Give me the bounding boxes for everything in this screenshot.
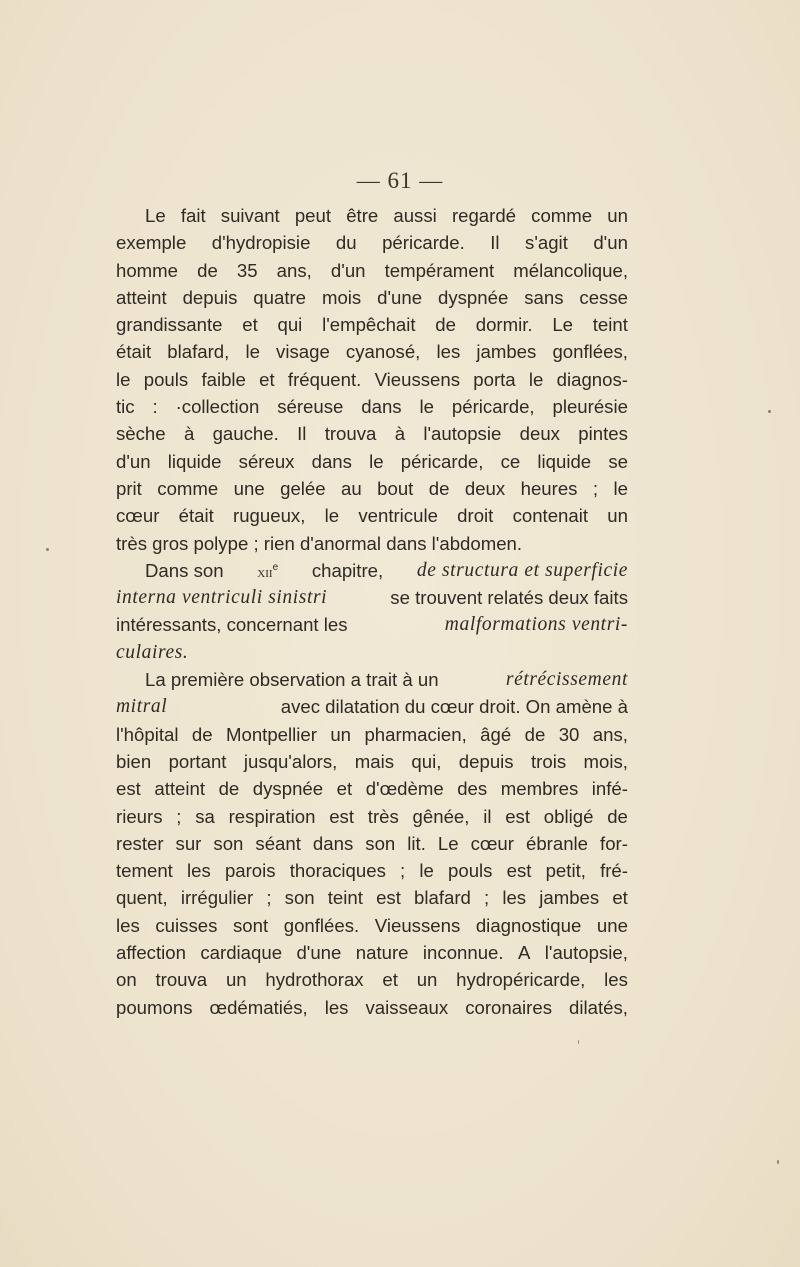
word: depuis: [458, 750, 514, 772]
word: suivant: [220, 205, 280, 226]
word: bout: [377, 477, 414, 499]
word: ans,: [592, 723, 628, 745]
word: pintes: [578, 423, 628, 445]
word: les: [436, 341, 461, 363]
word: trouva: [155, 969, 208, 991]
word: le: [116, 368, 131, 390]
word: ce: [500, 450, 521, 472]
text-line: [116, 448, 628, 475]
latin-title: interna ventriculi sinistri: [116, 587, 328, 609]
word: pharmacien,: [364, 723, 467, 745]
word: dormir.: [475, 314, 533, 336]
word: visage: [276, 341, 330, 363]
word: mais: [354, 750, 394, 772]
word: de: [218, 778, 240, 800]
word: un: [330, 723, 352, 745]
paper-speck: [578, 1040, 579, 1044]
text-line: [116, 803, 628, 830]
word: ;: [592, 477, 599, 499]
word: son: [284, 887, 315, 909]
word: très: [367, 805, 399, 827]
word: mélancolique,: [513, 259, 628, 281]
word: affection: [116, 942, 186, 964]
italic-term: mitral: [116, 696, 168, 718]
word: un: [607, 205, 628, 226]
word: grandissante: [116, 314, 223, 336]
word: péricarde,: [451, 396, 535, 418]
word: petit,: [545, 860, 586, 882]
word: gonflées.: [283, 914, 360, 936]
text-line: [116, 857, 628, 884]
word: un: [225, 969, 247, 991]
word: :: [152, 396, 158, 418]
paper-speck: [768, 410, 771, 413]
word: séreuse: [277, 396, 344, 418]
text-line: [116, 884, 628, 911]
word: exemple: [116, 232, 187, 254]
word: une: [233, 477, 265, 499]
word: jusqu'alors,: [243, 750, 338, 772]
word: de: [524, 723, 546, 745]
text-line: [116, 775, 628, 802]
italic-term: malformations ventri-: [444, 614, 628, 636]
italic-term: culaires.: [116, 641, 189, 663]
word: cardiaque: [200, 942, 283, 964]
text-line: [116, 202, 628, 229]
word: est: [116, 778, 141, 800]
word: regardé: [451, 205, 517, 226]
word: d'hydropisie: [211, 232, 311, 254]
text-line: [116, 502, 628, 529]
text-line: [116, 994, 628, 1021]
word: coronaires: [465, 996, 553, 1018]
italic-term: rétrécissement: [505, 669, 628, 691]
word: portant: [168, 750, 227, 772]
word: séant: [255, 832, 301, 854]
page-number: — 61 —: [356, 168, 444, 193]
word: qui: [277, 314, 303, 336]
word: dilatés,: [569, 996, 628, 1018]
word: cœur: [470, 832, 514, 854]
text-line: [116, 966, 628, 993]
word: rester: [116, 832, 164, 854]
text-line: [116, 420, 628, 447]
word: atteint: [154, 778, 206, 800]
word: obligé: [543, 805, 594, 827]
word: teint: [592, 314, 628, 336]
word: et: [242, 314, 258, 336]
word: A: [517, 942, 531, 964]
word: trois: [531, 750, 567, 772]
word: fait: [180, 205, 206, 226]
word: un: [416, 969, 438, 991]
word: jambes: [539, 887, 600, 909]
word: droit: [457, 505, 494, 527]
word: ventricule: [358, 505, 438, 527]
word: le: [245, 341, 260, 363]
word: le: [419, 860, 434, 882]
body-text: [116, 202, 628, 1021]
word: blafard: [414, 887, 471, 909]
word: cuisses: [155, 914, 218, 936]
word: Il: [490, 232, 500, 254]
word: ;: [266, 887, 272, 909]
word: tempérament: [384, 259, 495, 281]
text-line: [116, 584, 628, 611]
line-text: avec dilatation du cœur droit. On amène à: [280, 696, 628, 718]
word: gauche.: [212, 423, 279, 445]
word: il: [483, 805, 492, 827]
word: peut: [294, 205, 332, 226]
word: d'une: [377, 286, 423, 308]
word: est: [505, 805, 531, 827]
line-text: très gros polype ; rien d'anormal dans l'abdomen.: [116, 532, 523, 554]
word: dans: [312, 832, 354, 854]
word: heures: [520, 477, 578, 499]
word: son: [213, 832, 244, 854]
word: Il: [297, 423, 307, 445]
word: pouls: [448, 860, 493, 882]
word: le: [324, 505, 340, 527]
line-text: se trouvent relatés deux faits: [390, 587, 628, 609]
word: l'hôpital: [116, 723, 179, 745]
word: est: [329, 805, 355, 827]
word: est: [376, 887, 401, 909]
word: parois: [224, 860, 276, 882]
word: l'empêchait: [322, 314, 416, 336]
word: au: [341, 477, 362, 499]
word: diagnostique: [475, 914, 582, 936]
word: for-: [600, 832, 628, 854]
text-line: [116, 311, 628, 338]
word: les: [116, 914, 140, 936]
word: l'autopsie: [423, 423, 502, 445]
text-line: [116, 666, 628, 693]
word: péricarde,: [400, 450, 484, 472]
word: ;: [400, 860, 406, 882]
word: deux: [464, 477, 506, 499]
word: à: [394, 423, 406, 445]
word: de: [435, 314, 456, 336]
word: d'une: [296, 942, 342, 964]
text-line: [116, 338, 628, 365]
word: Montpellier: [225, 723, 317, 745]
word: les: [604, 969, 628, 991]
word: Vieussens: [374, 914, 461, 936]
word: à: [183, 423, 195, 445]
word: ;: [484, 887, 490, 909]
word: on: [116, 969, 137, 991]
word: et: [612, 887, 628, 909]
word: se: [608, 450, 628, 472]
word: fréquent.: [287, 368, 362, 390]
word: teint: [327, 887, 363, 909]
word: Le: [437, 832, 459, 854]
word: mois: [321, 286, 362, 308]
word: d'un: [116, 450, 151, 472]
word: sa: [195, 805, 215, 827]
chapter-number: [257, 557, 278, 584]
word: quatre: [253, 286, 307, 308]
text-line: [116, 257, 628, 284]
text-line: [116, 639, 628, 666]
text-line: [116, 284, 628, 311]
text-line: [116, 912, 628, 939]
word: dyspnée: [437, 286, 509, 308]
word: infé-: [591, 778, 628, 800]
word: ans,: [276, 259, 312, 281]
word: sont: [232, 914, 269, 936]
word: de: [607, 805, 628, 827]
word: d'un: [330, 259, 366, 281]
word: inconnue.: [422, 942, 504, 964]
word: de: [191, 723, 213, 745]
text-line: [116, 693, 628, 720]
word: un: [607, 505, 628, 527]
word: irrégulier: [180, 887, 254, 909]
word: une: [596, 914, 628, 936]
word: le: [369, 450, 384, 472]
word: les: [502, 887, 527, 909]
word: comme: [531, 205, 593, 226]
text-line: [116, 393, 628, 420]
paper-speck: [46, 548, 49, 551]
word: contenait: [512, 505, 589, 527]
word: vaisseaux: [365, 996, 449, 1018]
word: dans: [311, 450, 352, 472]
word: du: [335, 232, 357, 254]
word: cœur: [116, 505, 160, 527]
word: rugueux,: [233, 505, 306, 527]
word: faible: [201, 368, 246, 390]
word: tement: [116, 860, 173, 882]
word: de: [428, 477, 450, 499]
text-line: [116, 611, 628, 638]
word: ;: [176, 805, 182, 827]
word: liquide: [537, 450, 592, 472]
word: Le: [552, 314, 573, 336]
word: tic: [116, 396, 135, 418]
word: de: [197, 259, 218, 281]
word: Vieussens: [374, 368, 461, 390]
text-line: [116, 830, 628, 857]
word: diagnos-: [556, 368, 628, 390]
text-line: [116, 748, 628, 775]
word: d'œdème: [365, 778, 444, 800]
word: homme: [116, 259, 179, 281]
word: le: [419, 396, 434, 418]
line-text: Dans son: [145, 559, 224, 581]
word: aussi: [393, 205, 437, 226]
word: les: [187, 860, 211, 882]
word: s'agit: [525, 232, 568, 254]
word: jambes: [476, 341, 537, 363]
word: 35: [236, 259, 258, 281]
word: Le: [145, 205, 166, 226]
word: être: [346, 205, 379, 226]
word: respiration: [228, 805, 316, 827]
word: et: [259, 368, 275, 390]
word: et: [382, 969, 398, 991]
word: sans: [524, 286, 564, 308]
word: prit: [116, 477, 142, 499]
word: le: [613, 477, 628, 499]
word: dyspnée: [252, 778, 324, 800]
word: pleurésie: [552, 396, 628, 418]
word: séreux: [238, 450, 295, 472]
word: sur: [175, 832, 202, 854]
word: pouls: [143, 368, 189, 390]
word: gelée: [280, 477, 326, 499]
word: œdématiés,: [209, 996, 308, 1018]
word: le: [528, 368, 544, 390]
roman-numeral: xii: [257, 564, 273, 581]
paper-speck: [777, 1160, 779, 1164]
word: nature: [355, 942, 409, 964]
word: gênée,: [412, 805, 470, 827]
word: porta: [473, 368, 516, 390]
word: quent,: [116, 887, 168, 909]
word: trouva: [324, 423, 377, 445]
text-line: [116, 530, 628, 557]
word: était: [178, 505, 214, 527]
word: les: [324, 996, 349, 1018]
word: rieurs: [116, 805, 163, 827]
word: membres: [500, 778, 579, 800]
text-line: [116, 229, 628, 256]
word: thoraciques: [289, 860, 386, 882]
word: gonflées,: [552, 341, 628, 363]
word: blafard,: [167, 341, 230, 363]
word: ébranle: [525, 832, 589, 854]
word: deux: [519, 423, 560, 445]
word: est: [506, 860, 532, 882]
word: ·collection: [175, 396, 260, 418]
word: 30: [558, 723, 580, 745]
text-line: [116, 939, 628, 966]
word: fré-: [600, 860, 628, 882]
word: comme: [157, 477, 219, 499]
word: âgé: [480, 723, 512, 745]
text-line: [116, 475, 628, 502]
word: liquide: [167, 450, 222, 472]
line-text: intéressants, concernant les: [116, 614, 348, 636]
line-text: chapitre,: [311, 559, 384, 581]
word: mois,: [583, 750, 628, 772]
word: atteint: [116, 286, 167, 308]
word: et: [336, 778, 353, 800]
word: péricarde.: [382, 232, 465, 254]
word: sèche: [116, 423, 166, 445]
word: des: [457, 778, 488, 800]
word: son: [365, 832, 396, 854]
word: cesse: [579, 286, 628, 308]
word: depuis: [182, 286, 238, 308]
word: lit.: [407, 832, 426, 854]
word: d'un: [593, 232, 628, 254]
word: cyanosé,: [345, 341, 421, 363]
word: poumons: [116, 996, 193, 1018]
ordinal-superscript: e: [272, 561, 279, 573]
latin-title: de structura et superficie: [416, 559, 628, 581]
word: l'autopsie,: [544, 942, 628, 964]
word: bien: [116, 750, 152, 772]
text-line: [116, 721, 628, 748]
word: était: [116, 341, 152, 363]
word: qui,: [411, 750, 442, 772]
word: hydropéricarde,: [456, 969, 586, 991]
text-line: [116, 557, 628, 584]
word: hydrothorax: [265, 969, 364, 991]
word: dans: [361, 396, 402, 418]
line-text: La première observation a trait à un: [145, 669, 439, 691]
text-line: [116, 366, 628, 393]
